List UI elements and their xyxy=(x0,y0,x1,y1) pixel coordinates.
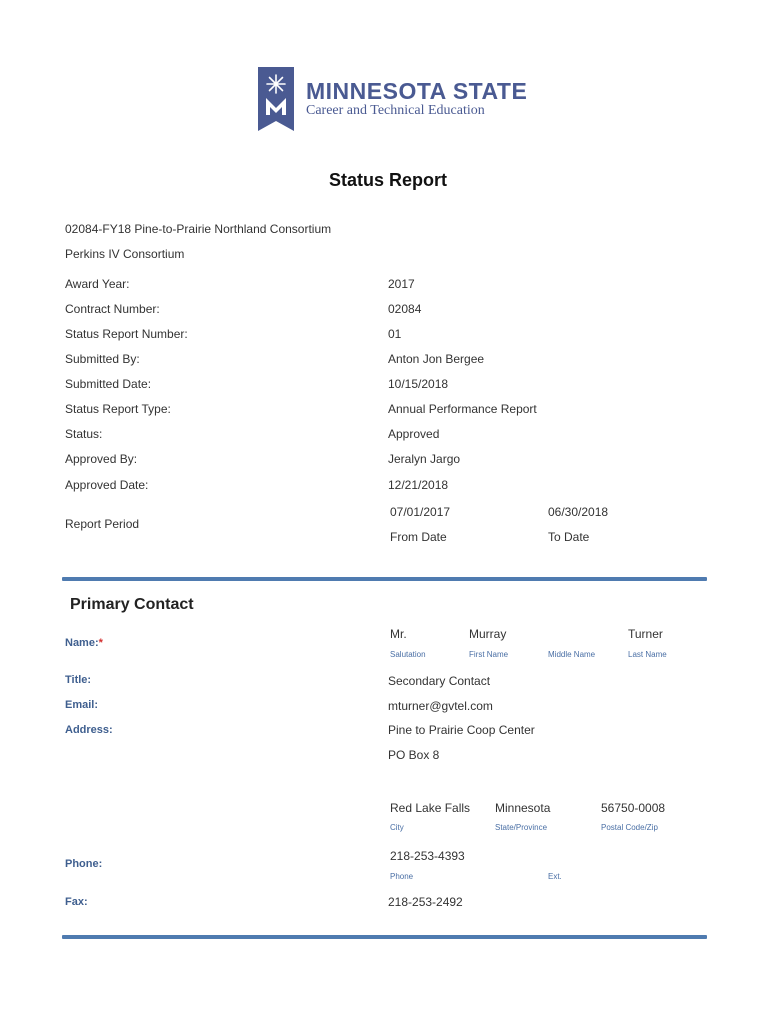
consortium-type: Perkins IV Consortium xyxy=(65,247,185,261)
approved-by-label: Approved By: xyxy=(65,452,138,466)
status-report-number-value: 01 xyxy=(388,327,402,341)
contract-number-value: 02084 xyxy=(388,302,422,316)
submitted-date-label: Submitted Date: xyxy=(65,377,152,391)
brand-subtitle: Career and Technical Education xyxy=(306,103,485,118)
section-divider-top xyxy=(62,577,707,581)
first-name-caption: First Name xyxy=(469,650,509,659)
required-asterisk: * xyxy=(98,637,103,649)
submitted-by-label: Submitted By: xyxy=(65,352,140,366)
approved-date-label: Approved Date: xyxy=(65,478,149,492)
minnesota-state-logo-icon xyxy=(258,67,294,131)
report-period-label: Report Period xyxy=(65,517,140,531)
approved-date-value: 12/21/2018 xyxy=(388,478,449,492)
zip-value: 56750-0008 xyxy=(601,801,666,815)
submitted-date-value: 10/15/2018 xyxy=(388,377,449,391)
from-date-caption: From Date xyxy=(390,530,447,544)
ext-caption: Ext. xyxy=(548,872,562,881)
email-field-label: Email: xyxy=(65,699,99,711)
status-label: Status: xyxy=(65,427,103,441)
address-line2: PO Box 8 xyxy=(388,748,440,762)
last-name-caption: Last Name xyxy=(628,650,667,659)
city-value: Red Lake Falls xyxy=(390,801,471,815)
fax-field-value: 218-253-2492 xyxy=(388,895,463,909)
last-name-value: Turner xyxy=(628,627,663,641)
phone-field-label: Phone: xyxy=(65,858,103,870)
page-title: Status Report xyxy=(328,170,447,190)
name-field-label xyxy=(65,637,103,649)
status-value: Approved xyxy=(388,427,440,441)
status-report-number-label: Status Report Number: xyxy=(65,327,188,341)
report-period-from-value: 07/01/2017 xyxy=(390,505,451,519)
to-date-caption: To Date xyxy=(548,530,590,544)
contract-number-label: Contract Number: xyxy=(65,302,160,316)
address-line1: Pine to Prairie Coop Center xyxy=(388,723,535,737)
section-divider-bottom xyxy=(62,935,707,939)
status-report-type-label: Status Report Type: xyxy=(65,402,171,416)
name-label-text: Name: xyxy=(65,637,99,649)
state-caption: State/Province xyxy=(495,823,548,832)
phone-field-value: 218-253-4393 xyxy=(390,849,465,863)
email-field-value: mturner@gvtel.com xyxy=(388,699,493,713)
consortium-line: 02084-FY18 Pine-to-Prairie Northland Consortium xyxy=(65,222,332,236)
title-field-label: Title: xyxy=(65,674,92,686)
award-year-label: Award Year: xyxy=(65,277,130,291)
zip-caption: Postal Code/Zip xyxy=(601,823,658,832)
approved-by-value: Jeralyn Jargo xyxy=(388,452,461,466)
phone-caption: Phone xyxy=(390,872,414,881)
salutation-value: Mr. xyxy=(390,627,407,641)
award-year-value: 2017 xyxy=(388,277,415,291)
brand-name: MINNESOTA STATE xyxy=(306,78,528,104)
fax-field-label: Fax: xyxy=(65,896,88,908)
salutation-caption: Salutation xyxy=(390,650,426,659)
first-name-value: Murray xyxy=(469,627,507,641)
city-caption: City xyxy=(390,823,404,832)
submitted-by-value: Anton Jon Bergee xyxy=(388,352,485,366)
status-report-type-value: Annual Performance Report xyxy=(388,402,537,416)
middle-name-caption: Middle Name xyxy=(548,650,596,659)
report-period-to-value: 06/30/2018 xyxy=(548,505,609,519)
address-field-label: Address: xyxy=(65,724,113,736)
primary-contact-heading: Primary Contact xyxy=(70,596,194,613)
title-field-value: Secondary Contact xyxy=(388,674,491,688)
state-value: Minnesota xyxy=(495,801,551,815)
